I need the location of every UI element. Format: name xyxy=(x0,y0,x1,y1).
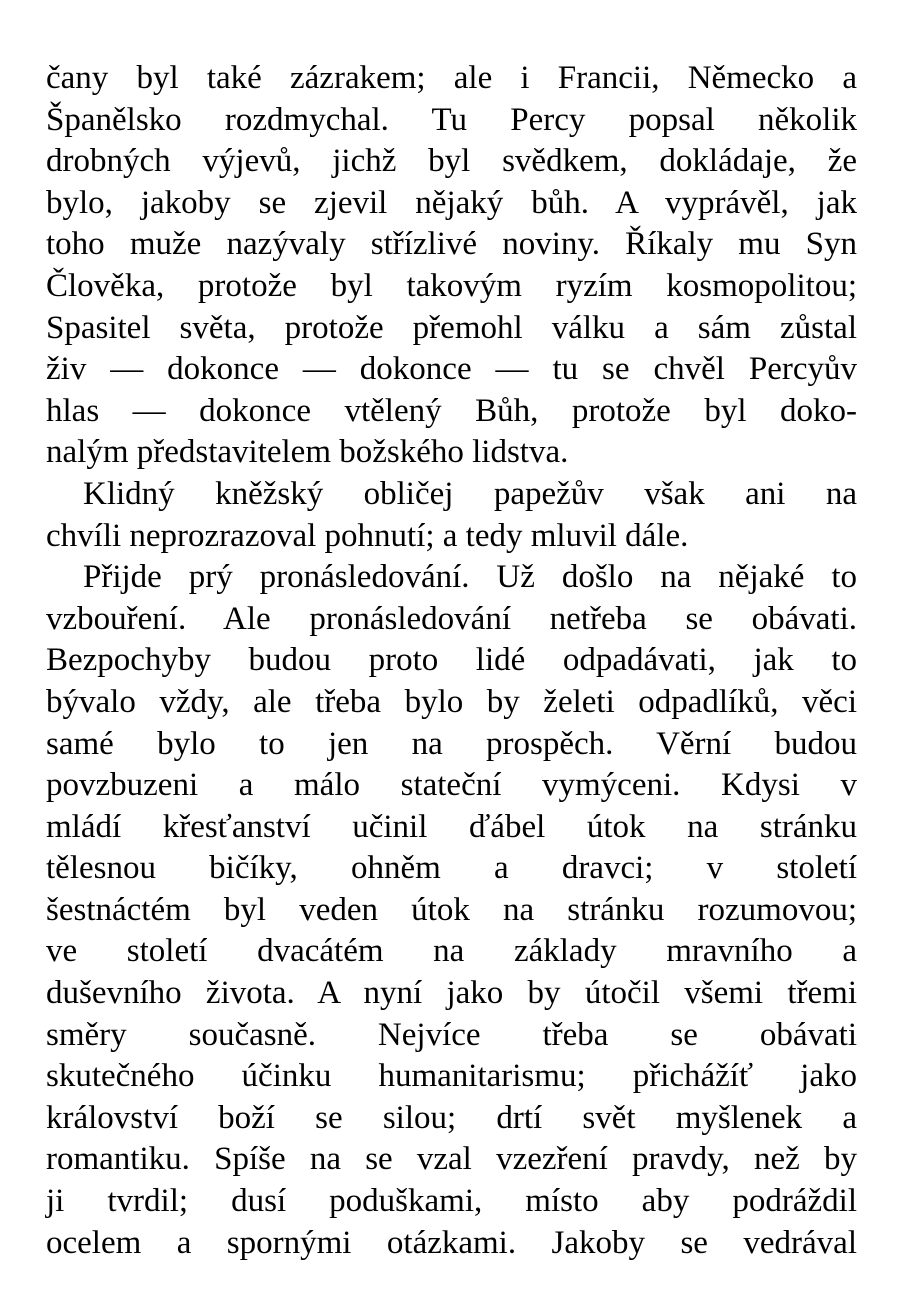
text-line: ji tvrdil; dusí poduškami, místo aby podráždil xyxy=(46,1183,857,1220)
text-line: živ — dokonce — dokonce — tu se chvěl Percyův xyxy=(46,351,857,388)
paragraph-first-line: Přijde prý pronásledování. Už došlo na nějaké to xyxy=(83,559,857,596)
text-line: drobných výjevů, jichž byl svědkem, dokládaje, že xyxy=(46,143,857,180)
text-line: bývalo vždy, ale třeba bylo by želeti odpadlíků, věci xyxy=(46,683,857,720)
text-line: království boží se silou; drtí svět myšlenek a xyxy=(46,1099,857,1136)
text-line: povzbuzeni a málo stateční vymýceni. Kdysi v xyxy=(46,767,857,804)
body-text xyxy=(46,58,857,1264)
text-line: směry současně. Nejvíce třeba se obávati xyxy=(46,1016,857,1053)
text-line: šestnáctém byl veden útok na stránku rozumovou; xyxy=(46,891,857,928)
text-line: Bezpochyby budou proto lidé odpadávati, jak to xyxy=(46,642,857,679)
paragraph-first-line: Klidný kněžský obličej papežův však ani na xyxy=(83,475,857,512)
text-line: duševního života. A nyní jako by útočil všemi třemi xyxy=(46,975,857,1012)
text-line: Španělsko rozdmychal. Tu Percy popsal několik xyxy=(46,101,857,138)
text-line: toho muže nazývaly střízlivé noviny. Říkaly mu Syn xyxy=(46,226,857,263)
text-line: skutečného účinku humanitarismu; přichážíť jako xyxy=(46,1058,857,1095)
text-line: Spasitel světa, protože přemohl válku a sám zůstal xyxy=(46,309,857,346)
text-line: samé bylo to jen na prospěch. Věrní budou xyxy=(46,725,857,762)
paragraph-end-line: nalým představitelem božského lidstva. xyxy=(46,434,569,471)
text-line: čany byl také zázrakem; ale i Francii, Německo a xyxy=(46,60,857,96)
text-line: mládí křesťanství učinil ďábel útok na stránku xyxy=(46,808,857,845)
text-line: ocelem a spornými otázkami. Jakoby se vedrával xyxy=(46,1224,857,1261)
text-line: ve století dvacátém na základy mravního a xyxy=(46,933,857,970)
text-line: vzbouření. Ale pronásledování netřeba se obávati. xyxy=(46,600,857,637)
text-line: hlas — dokonce vtělený Bůh, protože byl doko- xyxy=(46,392,857,429)
paragraph-end-line: chvíli neprozrazoval pohnutí; a tedy mluvil dále. xyxy=(46,517,689,554)
text-line: romantiku. Spíše na se vzal vzezření pravdy, než by xyxy=(46,1141,857,1178)
text-line: tělesnou bičíky, ohněm a dravci; v století xyxy=(46,850,857,887)
text-line: Člověka, protože byl takovým ryzím kosmopolitou; xyxy=(46,267,857,304)
text-line: bylo, jakoby se zjevil nějaký bůh. A vyprávěl, jak xyxy=(46,184,857,221)
